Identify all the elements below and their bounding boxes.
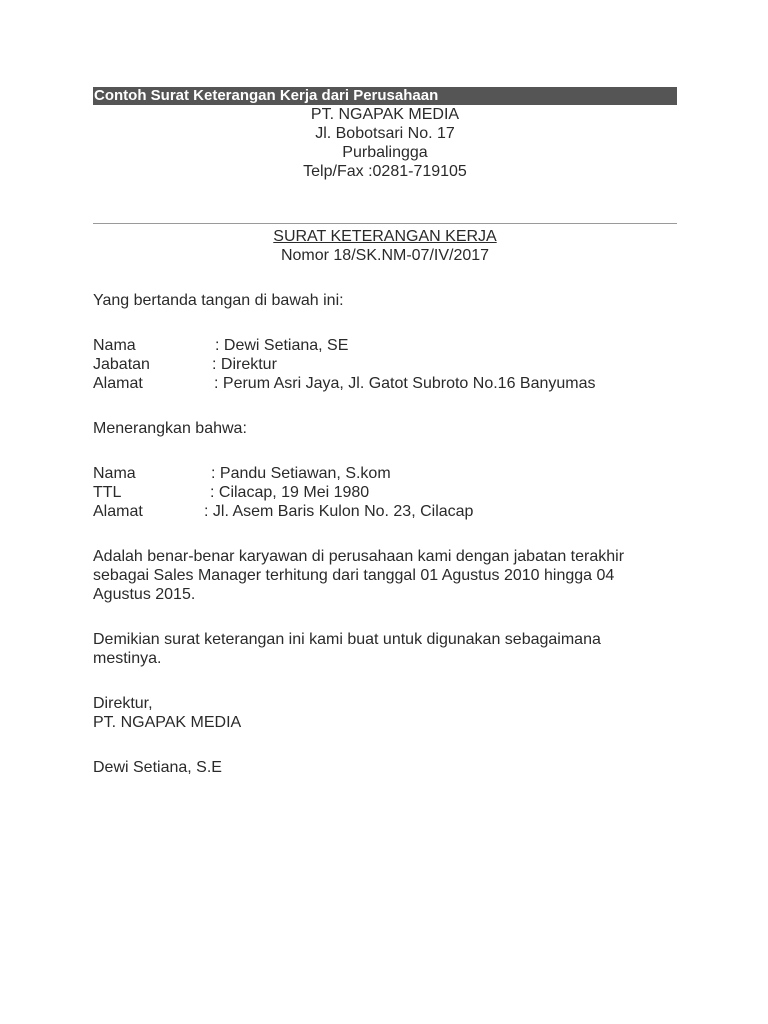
signer-name-label: Nama: [93, 337, 136, 354]
company-name: PT. NGAPAK MEDIA: [310, 106, 460, 123]
document-banner: Contoh Surat Keterangan Kerja dari Perusahaan: [93, 87, 677, 105]
letterhead: [93, 105, 677, 181]
signer-row-position: [93, 355, 677, 374]
employee-address-label: Alamat: [93, 503, 143, 520]
signature-block: [93, 694, 677, 777]
signer-address-value: : Perum Asri Jaya, Jl. Gatot Subroto No.16 Banyumas: [214, 375, 596, 392]
letter-page: [93, 87, 677, 777]
body-line: Adalah benar-benar karyawan di perusahaan kami dengan jabatan terakhir: [93, 548, 625, 565]
letter-number: Nomor 18/SK.NM-07/IV/2017: [280, 247, 490, 264]
employee-name-value: : Pandu Setiawan, S.kom: [211, 465, 391, 482]
employee-address-value: : Jl. Asem Baris Kulon No. 23, Cilacap: [204, 503, 474, 520]
body-paragraph: [93, 547, 677, 604]
closing-paragraph: [93, 630, 677, 668]
employee-details: [93, 464, 677, 521]
employee-name-label: Nama: [93, 465, 136, 482]
closing-line: mestinya.: [93, 650, 162, 667]
employee-birth-label: TTL: [93, 484, 122, 501]
employee-row-birth: [93, 483, 677, 502]
company-address: Jl. Bobotsari No. 17: [315, 125, 455, 142]
employee-birth-value: : Cilacap, 19 Mei 1980: [210, 484, 370, 501]
signer-name-value: : Dewi Setiana, SE: [215, 337, 349, 354]
signer-row-address: [93, 374, 677, 393]
signer-position-value: : Direktur: [212, 356, 277, 373]
signer-position-label: Jabatan: [93, 356, 150, 373]
signature-company: PT. NGAPAK MEDIA: [93, 714, 242, 731]
signature-position: Direktur,: [93, 695, 153, 712]
closing-line: Demikian surat keterangan ini kami buat untuk digunakan sebagaimana: [93, 631, 601, 648]
company-city: Purbalingga: [342, 144, 428, 161]
signature-name: Dewi Setiana, S.E: [93, 759, 222, 776]
employee-row-address: [93, 502, 677, 521]
intro-text: Yang bertanda tangan di bawah ini:: [93, 292, 344, 309]
signer-address-label: Alamat: [93, 375, 143, 392]
body-line: Agustus 2015.: [93, 586, 196, 603]
signer-row-name: [93, 336, 677, 355]
company-phone: Telp/Fax :0281-719105: [303, 163, 467, 180]
letter-title: SURAT KETERANGAN KERJA: [273, 228, 497, 245]
signer-details: [93, 336, 677, 393]
statement-text: Menerangkan bahwa:: [93, 420, 247, 437]
body-line: sebagai Sales Manager terhitung dari tanggal 01 Agustus 2010 hingga 04: [93, 567, 615, 584]
employee-row-name: [93, 464, 677, 483]
